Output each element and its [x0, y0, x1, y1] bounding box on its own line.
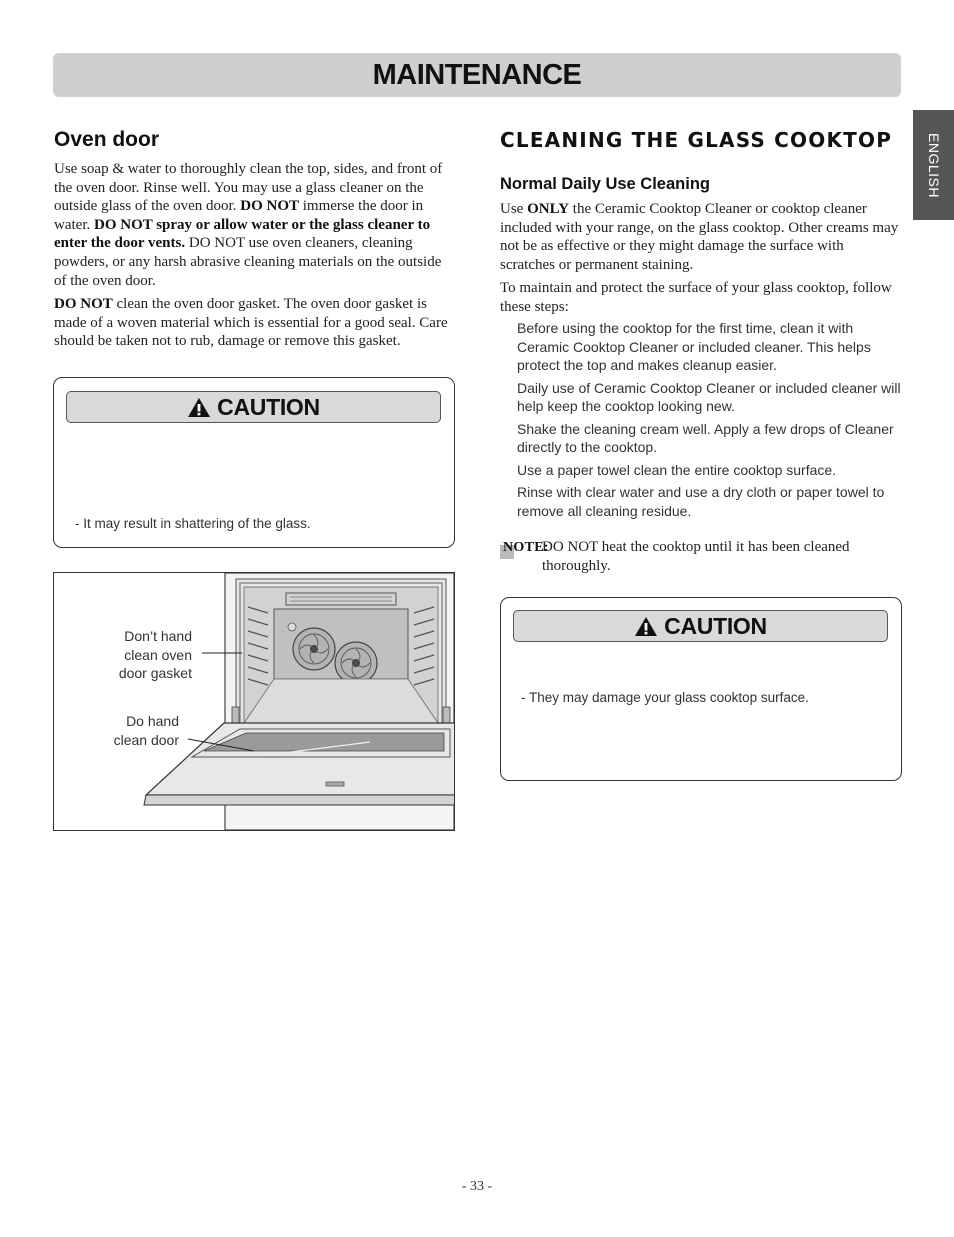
text-run: the Ceramic Cooktop Cleaner or cooktop cleaner included with your range, on the glass cooktop. Other creams may not be as effective or they might damage the surface with scratches or permanent staining.	[500, 201, 899, 273]
oven-illustration	[53, 572, 455, 831]
language-tab-label: ENGLISH	[926, 132, 942, 198]
language-tab	[913, 110, 954, 220]
text-run: DO NOT use oven cleaners, cleaning powders, or any harsh abrasive cleaning materials on the outside of the oven door.	[54, 235, 442, 289]
oven-drawing	[54, 573, 454, 830]
caution-note: - It may result in shattering of the glass.	[75, 516, 311, 531]
note-text: DO NOT heat the cooktop until it has been cleaned thoroughly.	[542, 539, 850, 574]
text-run: clean the oven door gasket. The oven door gasket is made of a woven material which is essential for a good seal. Care should be taken not to rub, damage or remove this gasket.	[54, 296, 448, 350]
list-item: Shake the cleaning cream well. Apply a few drops of Cleaner directly to the cooktop.	[517, 420, 894, 456]
glass-cooktop-heading: CLEANING THE GLASS COOKTOP	[500, 128, 893, 152]
caution-label: CAUTION	[664, 612, 767, 639]
warning-triangle-icon	[187, 397, 211, 418]
list-item: Daily use of Ceramic Cooktop Cleaner or included cleaner will help keep the cooktop looking new.	[517, 379, 901, 415]
bold-text-run: DO NOT	[240, 198, 299, 215]
note-label-mark	[500, 540, 549, 560]
caution-note: - They may damage your glass cooktop surface.	[521, 690, 809, 705]
page-number: - 33 -	[461, 1179, 493, 1194]
cooktop-paragraph-2: To maintain and protect the surface of your glass cooktop, follow these steps:	[500, 280, 892, 315]
oven-door-caution-box	[53, 377, 455, 548]
warning-triangle-icon	[634, 616, 658, 637]
header-bar	[53, 53, 901, 97]
note-label: NOTE:	[503, 540, 549, 555]
list-item: Rinse with clear water and use a dry cloth or paper towel to remove all cleaning residue.	[517, 483, 885, 519]
list-item: Before using the cooktop for the first time, clean it with Ceramic Cooktop Cleaner or included cleaner. This helps protect the top and makes cleanup easier.	[517, 320, 871, 374]
gasket-label: Don’t hand clean oven door gasket	[118, 628, 192, 682]
text-run: Use soap & water to thoroughly clean the top, sides, and front of the oven door. Rinse well. You may use a glass cleaner on the outside glass of the oven door.	[54, 161, 443, 215]
caution-label: CAUTION	[217, 393, 320, 420]
caution-banner	[513, 610, 888, 642]
bold-text-run: DO NOT	[54, 296, 113, 312]
bold-text-run: DO NOT spray or allow water or the glass cleaner to enter the door vents.	[54, 216, 431, 252]
cleaning-steps-list	[517, 319, 901, 524]
cooktop-caution-box	[500, 597, 902, 781]
cooktop-paragraph-1	[500, 200, 900, 274]
oven-door-paragraph-1	[54, 160, 452, 290]
caution-banner	[66, 391, 441, 423]
list-item: Use a paper towel clean the entire cooktop surface.	[517, 461, 837, 478]
page-title: MAINTENANCE	[372, 59, 582, 91]
text-run: Use	[500, 201, 528, 217]
oven-door-heading: Oven door	[54, 128, 160, 151]
normal-daily-use-heading: Normal Daily Use Cleaning	[500, 175, 710, 193]
bold-text-run: ONLY	[527, 201, 570, 217]
text-run: immerse the door in water.	[54, 198, 424, 233]
door-label: Do hand clean door	[113, 713, 179, 748]
oven-door-paragraph-2	[54, 295, 452, 351]
